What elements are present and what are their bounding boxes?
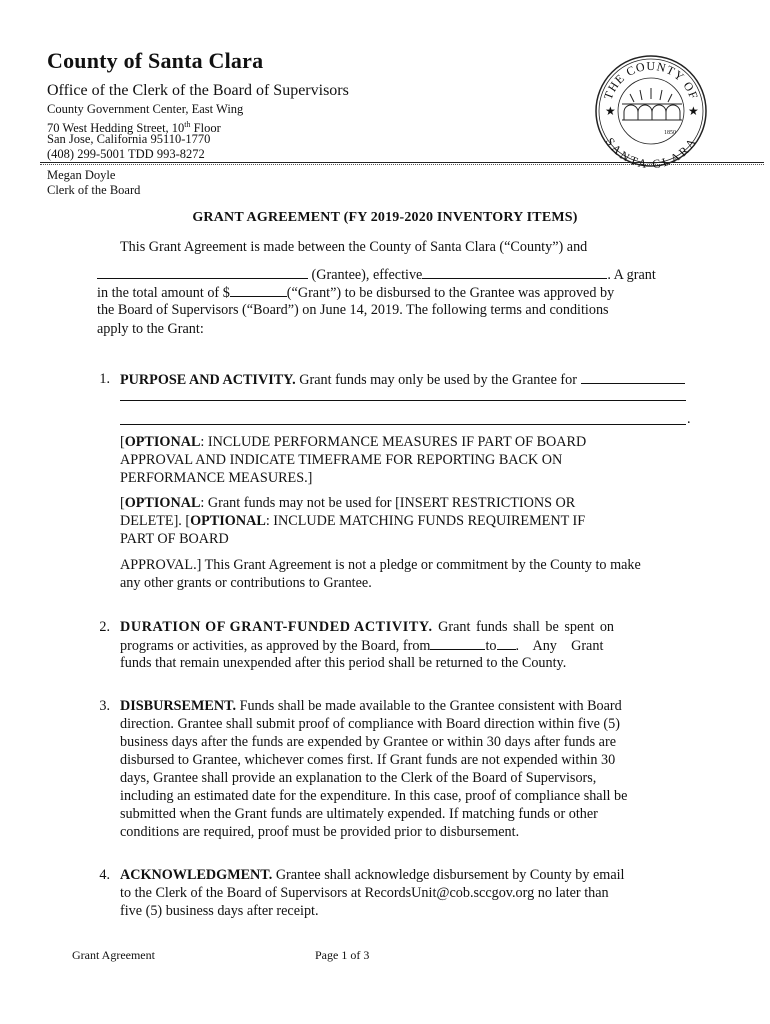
section-1-number: 1. xyxy=(99,371,110,387)
organization-title: County of Santa Clara xyxy=(47,48,264,73)
seal-year: 1850 xyxy=(664,130,676,136)
section-3-number: 3. xyxy=(99,698,110,714)
grantee-blank[interactable] xyxy=(97,265,308,279)
optional-performance-line-2: APPROVAL AND INDICATE TIMEFRAME FOR REPORTING BACK ON xyxy=(120,452,563,468)
optional-restrictions-line-2: DELETE]. [OPTIONAL: INCLUDE MATCHING FUNDS REQUIREMENT IF xyxy=(120,513,586,529)
section-3-line-6: including an estimated date for the expenditure. In this case, proof of compliance shall be xyxy=(120,788,628,804)
seal-top-text: THE COUNTY OF xyxy=(600,58,702,102)
duration-from-blank[interactable] xyxy=(430,636,485,650)
amount-blank[interactable] xyxy=(230,283,287,297)
approval-line-2: any other grants or contributions to Grantee. xyxy=(120,575,372,591)
section-3-line-7: submitted when the Grant funds are ultimately expended. If matching funds or other xyxy=(120,806,598,822)
section-2-number: 2. xyxy=(99,619,110,635)
section-4-number: 4. xyxy=(99,867,110,883)
optional-restrictions-line-1: [OPTIONAL: Grant funds may not be used for [INSERT RESTRICTIONS OR xyxy=(120,495,576,511)
section-3-line-3: business days after the funds are expended by Grantee or within 30 days after funds are xyxy=(120,734,617,750)
county-seal-icon xyxy=(594,54,708,168)
section-1-heading: PURPOSE AND ACTIVITY. xyxy=(120,372,296,388)
phone-line: (408) 299-5001 TDD 993-8272 xyxy=(47,147,205,161)
intro-line-2: (Grantee), effective . A grant xyxy=(97,265,671,285)
section-3-line-8: conditions are required, proof must be provided prior to disbursement. xyxy=(120,824,520,840)
intro-line-5: apply to the Grant: xyxy=(97,321,204,337)
section-2-heading: DURATION OF GRANT-FUNDED ACTIVITY. xyxy=(120,619,433,635)
purpose-line-3[interactable] xyxy=(120,424,686,425)
document-title: GRANT AGREEMENT (FY 2019-2020 INVENTORY ITEMS) xyxy=(192,210,578,225)
footer-document-name: Grant Agreement xyxy=(72,948,155,962)
intro-line-1: This Grant Agreement is made between the County of Santa Clara (“County”) and xyxy=(120,239,588,255)
seal-bottom-text: SANTA CLARA xyxy=(602,134,699,168)
address-line-3: San Jose, California 95110-1770 xyxy=(47,132,211,146)
section-4-line-1: ACKNOWLEDGMENT. Grantee shall acknowledge disbursement by County by email xyxy=(120,867,625,883)
intro-line-3: in the total amount of $ (“Grant”) to be disbursed to the Grantee was approved by xyxy=(97,285,615,301)
section-2-line-3: funds that remain unexpended after this period shall be returned to the County. xyxy=(120,655,567,671)
section-4-heading: ACKNOWLEDGMENT. xyxy=(120,867,273,883)
purpose-period: . xyxy=(687,411,691,427)
optional-restrictions-line-3: PART OF BOARD xyxy=(120,531,229,547)
optional-performance-line-1: [OPTIONAL: INCLUDE PERFORMANCE MEASURES IF PART OF BOARD xyxy=(120,434,587,450)
section-1-line-1: PURPOSE AND ACTIVITY. Grant funds may only be used by the Grantee for xyxy=(120,370,685,390)
section-3-line-4: disbursed to Grantee, whichever comes first. If Grant funds are not expended within 30 xyxy=(120,752,616,768)
purpose-blank[interactable] xyxy=(581,370,685,384)
address-line-2: 70 West Hedding Street, 10th Floor xyxy=(47,120,221,136)
section-3-heading: DISBURSEMENT. xyxy=(120,698,237,714)
intro-line-4: the Board of Supervisors (“Board”) on June 14, 2019. The following terms and conditions xyxy=(97,302,609,318)
section-2-line-1: DURATION OF GRANT-FUNDED ACTIVITY. Grant funds shall be spent on xyxy=(120,619,615,635)
clerk-name: Megan Doyle xyxy=(47,168,116,182)
footer-page-number: Page 1 of 3 xyxy=(315,948,370,962)
effective-date-blank[interactable] xyxy=(422,265,607,279)
section-4-line-3: five (5) business days after receipt. xyxy=(120,903,319,919)
optional-performance-line-3: PERFORMANCE MEASURES.] xyxy=(120,470,313,486)
address-line-1: County Government Center, East Wing xyxy=(47,102,244,116)
section-3-line-5: days, Grantee shall provide an explanation to the Clerk of the Board of Supervisors, xyxy=(120,770,597,786)
section-3-line-2: direction. Grantee shall submit proof of compliance with Board direction within five (5) xyxy=(120,716,620,732)
clerk-title: Clerk of the Board xyxy=(47,183,141,197)
section-2-line-2: programs or activities, as approved by the Board, from to . Any Grant xyxy=(120,638,604,654)
section-4-line-2: to the Clerk of the Board of Supervisors at RecordsUnit@cob.sccgov.org no later than xyxy=(120,885,609,901)
office-name: Office of the Clerk of the Board of Supervisors xyxy=(47,82,349,99)
svg-text:SANTA CLARA xyxy=(603,135,699,168)
purpose-line-2[interactable] xyxy=(120,400,686,401)
duration-to-blank[interactable] xyxy=(497,636,516,650)
section-3-line-1: DISBURSEMENT. Funds shall be made available to the Grantee consistent with Board xyxy=(120,698,622,714)
approval-line-1: APPROVAL.] This Grant Agreement is not a pledge or commitment by the County to make xyxy=(120,557,641,573)
seal-star-left-icon: ★ xyxy=(605,104,616,118)
seal-star-right-icon: ★ xyxy=(688,104,699,118)
